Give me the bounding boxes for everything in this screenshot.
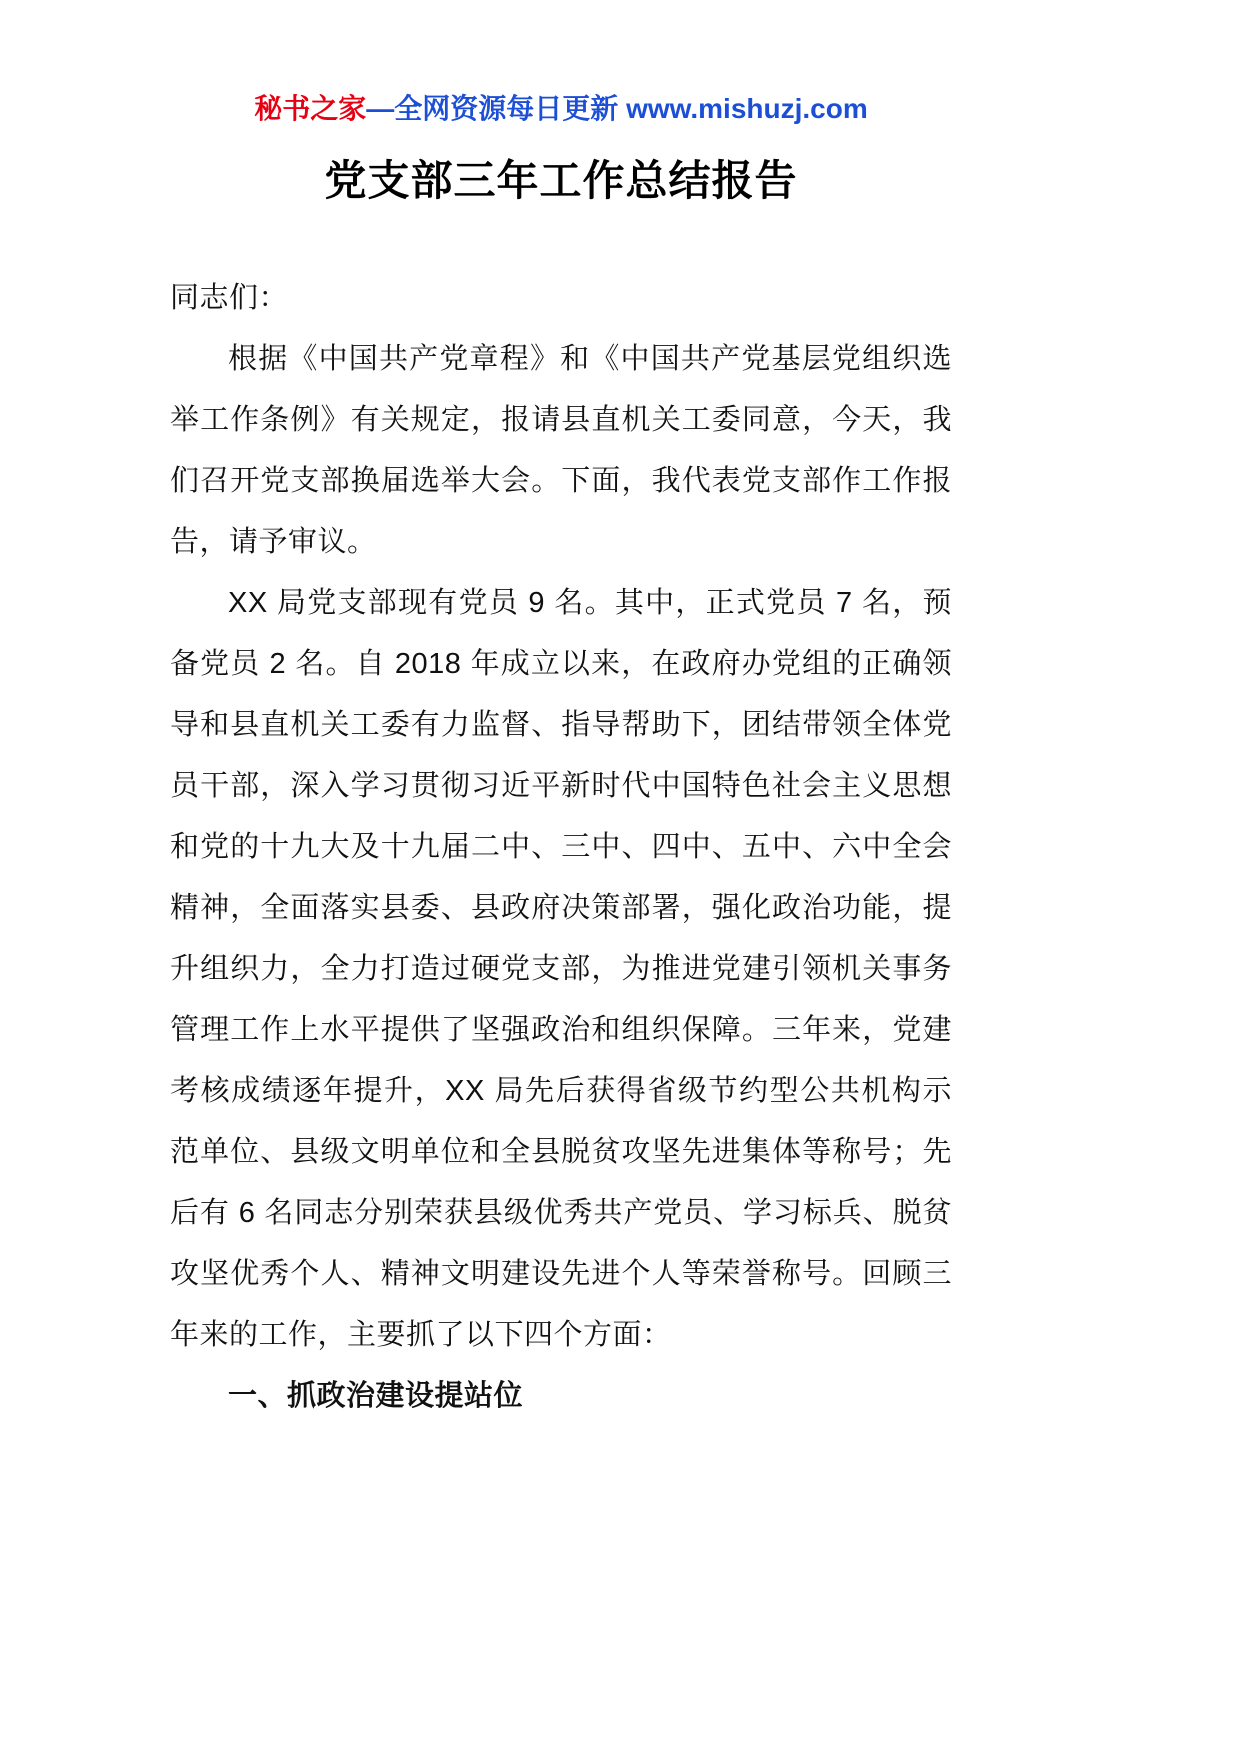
document-content [170,92,952,1427]
paragraph-overview: XX 局党支部现有党员 9 名。其中，正式党员 7 名，预备党员 2 名。自 2018 年成立以来，在政府办党组的正确领导和县直机关工委有力监督、指导帮助下，团结带领全体党员干部，深入学习贯彻习近平新时代中国特色社会主义思想和党的十九大及十九届二中、三中、四中、五中、六中全会精神，全面落实县委、县政府决策部署，强化政治功能，提升组织力，全力打造过硬党支部，为推进党建引领机关事务管理工作上水平提供了坚强政治和组织保障。三年来，党建考核成绩逐年提升，XX 局先后获得省级节约型公共机构示范单位、县级文明单位和全县脱贫攻坚先进集体等称号；先后有 6 名同志分别荣获县级优秀共产党员、学习标兵、脱贫攻坚优秀个人、精神文明建设先进个人等荣誉称号。回顾三年来的工作，主要抓了以下四个方面： [170,586,952,1351]
document-body [170,268,952,1427]
salutation-line: 同志们： [170,281,289,314]
paragraph-intro: 根据《中国共产党章程》和《中国共产党基层党组织选举工作条例》有关规定，报请县直机关工委同意，今天，我们召开党支部换届选举大会。下面，我代表党支部作工作报告，请予审议。 [170,342,952,558]
document-title: 党支部三年工作总结报告 [324,156,798,204]
site-tagline: —全网资源每日更新 [366,93,627,124]
site-url-link[interactable]: www.mishuzj.com [626,93,868,124]
brand-name: 秘书之家 [254,93,367,124]
section-heading-1: 一、抓政治建设提站位 [228,1379,524,1412]
site-header [170,92,952,126]
